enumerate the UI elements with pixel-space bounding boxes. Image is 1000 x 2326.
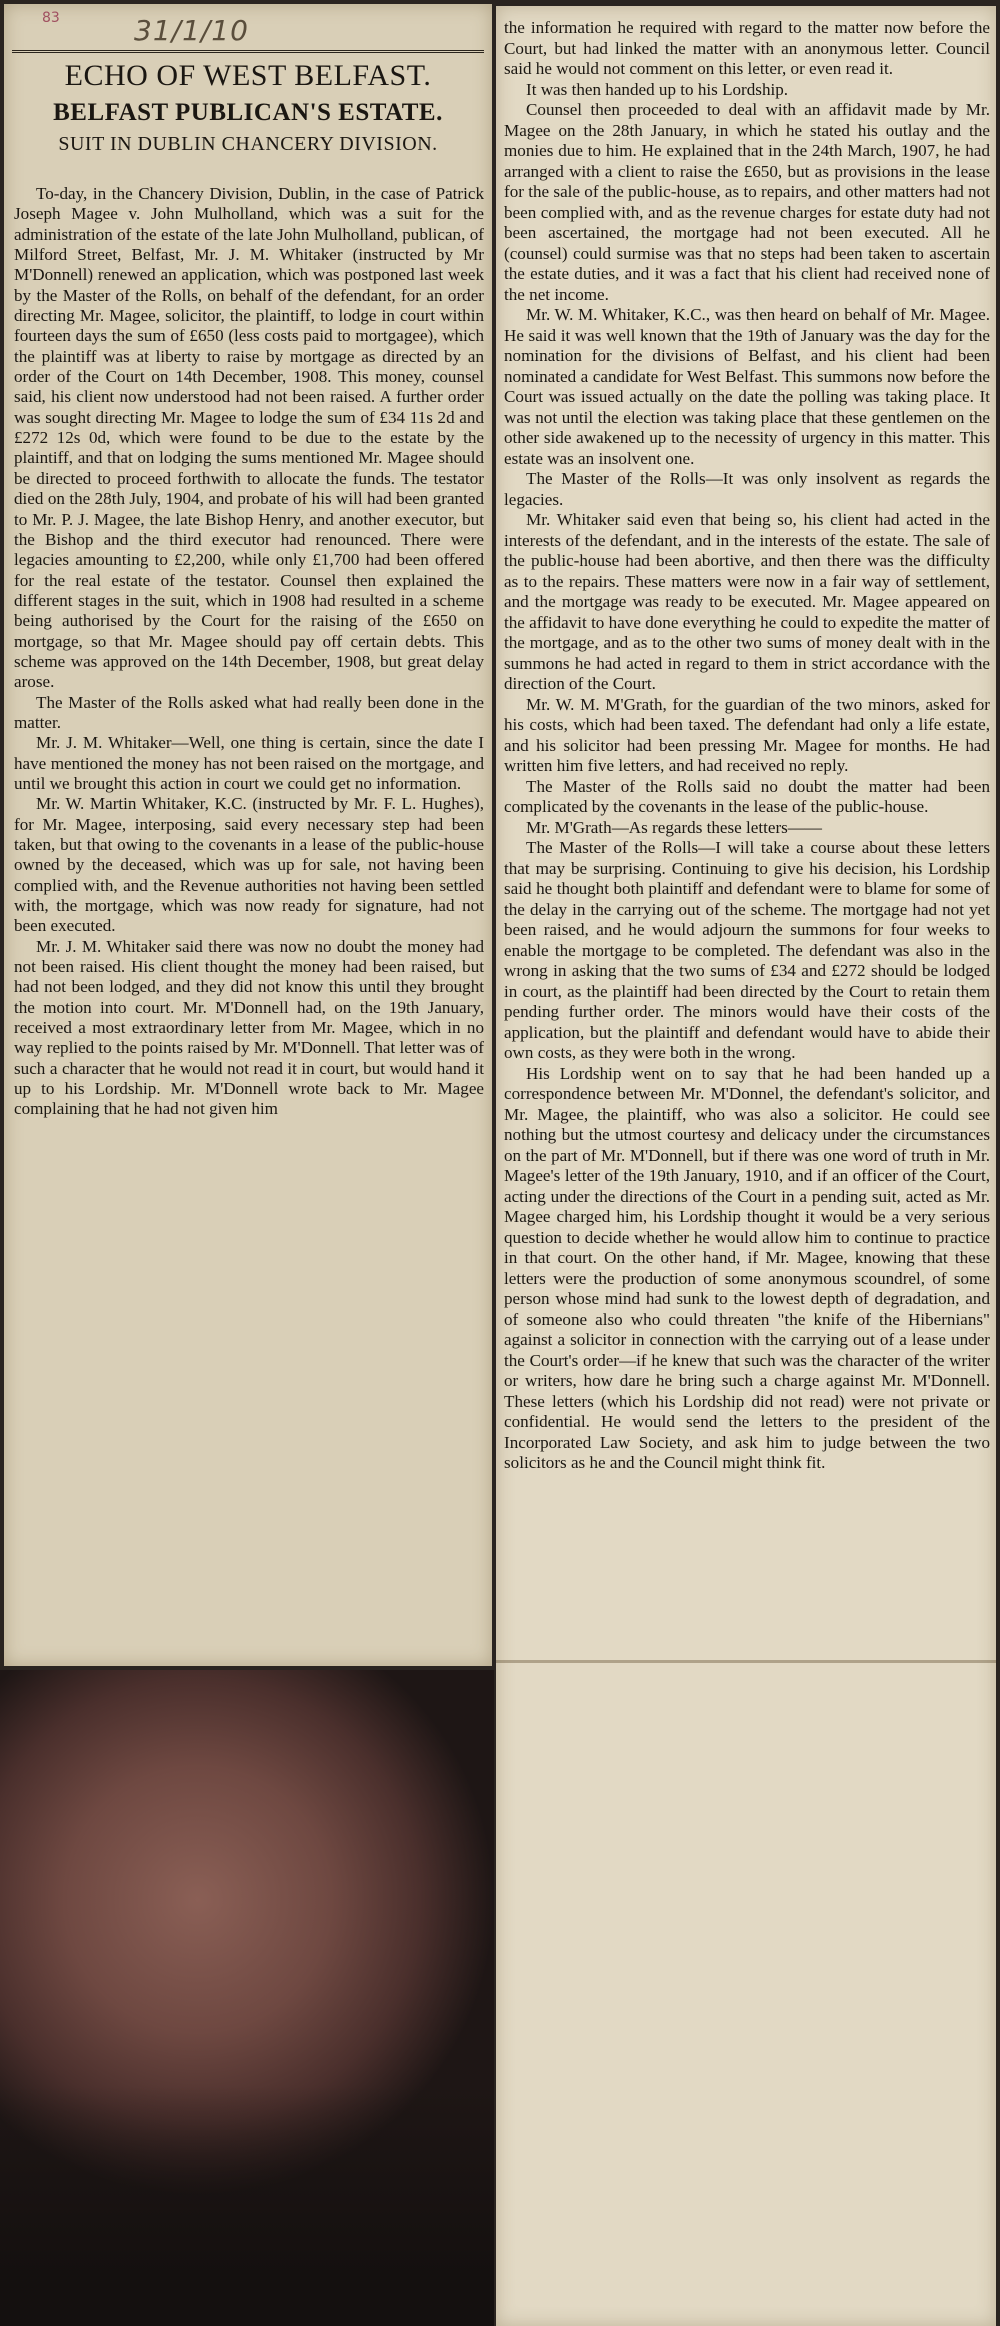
paragraph: Mr. M'Grath—As regards these letters—— bbox=[526, 817, 822, 837]
handwritten-date: 31/1/10 bbox=[134, 14, 249, 47]
hand-photo-background bbox=[0, 1670, 494, 2326]
clipping-right-column bbox=[496, 6, 996, 2326]
paragraph: Mr. J. M. Whitaker—Well, one thing is certain, since the date I have mentioned the money has not been raised on the mortgage, and until we brought this action in court we could get no information. bbox=[14, 733, 484, 793]
paragraph: Mr. Whitaker said even that being so, his client had acted in the interests of the defendant, and in the interests of the estate. The sale of the public-house had been abortive, and then there was the difficulty as to the repairs. These matters were now in a fair way of settlement, and the mortgage was ready to be executed. Mr. Magee appeared on the affidavit to have done everything he could to expedite the matter of the mortgage, and as to the other two sums of money dealt with in the summons he had acted in regard to them in strict accordance with the direction of the Court. bbox=[504, 510, 990, 693]
paragraph: To-day, in the Chancery Division, Dublin, in the case of Patrick Joseph Magee v. John Mulholland, which was a suit for the administration of the estate of the late John Mulholland, publican, of Milford Street, Belfast, Mr. J. M. Whitaker (instructed by Mr M'Donnell) renewed an application, which was postponed last week by the Master of the Rolls, on behalf of the defendant, for an order directing Mr. Magee, solicitor, the plaintiff, to lodge in court within fourteen days the sum of £650 (less costs paid to mortgagee), which the plaintiff was at liberty to raise by mortgage as directed by an order of the Court on 14th December, 1908. This money, counsel said, his client now understood had not been raised. A further order was sought directing Mr. Magee to lodge the sum of £34 11s 2d and £272 12s 0d, which were found to be due to the estate by the plaintiff, and that on lodging the sums mentioned Mr. Magee should be directed to proceed forthwith to allocate the funds. The testator died on the 28th July, 1904, and probate of his will had been granted to Mr. P. J. Magee, the late Bishop Henry, and another executor, but the Bishop and the third executor had renounced. There were legacies amounting to £2,200, while only £1,700 had been offered for the real estate of the testator. Counsel then explained the different stages in the suit, which in 1908 had resulted in a scheme being authorised by the Court for the raising of the £650 on mortgage, so that Mr. Magee should pay off certain debts. This scheme was approved on the 14th December, 1908, but great delay arose. bbox=[14, 184, 484, 692]
paragraph: The Master of the Rolls asked what had really been done in the matter. bbox=[14, 692, 484, 732]
paragraph: Mr. J. M. Whitaker said there was now no doubt the money had not been raised. His client thought the money had been raised, but had not been lodged, and they did not know this until they brought the motion into court. Mr. M'Donnell had, on the 19th January, received a most extraordinary letter from Mr. Magee, which in no way replied to the points raised by Mr. M'Donnell. That letter was of such a character that he would not read it in court, but would hand it up to his Lordship. Mr. M'Donnell wrote back to Mr. Magee complaining that he had not given him bbox=[14, 936, 484, 1119]
headline: BELFAST PUBLICAN'S ESTATE. bbox=[53, 99, 443, 126]
paragraph: The Master of the Rolls—It was only insolvent as regards the legacies. bbox=[504, 469, 990, 509]
subheadline: SUIT IN DUBLIN CHANCERY DIVISION. bbox=[58, 133, 438, 155]
paragraph: The Master of the Rolls said no doubt the matter had been complicated by the covenants in the lease of the public-house. bbox=[504, 776, 990, 816]
paragraph: His Lordship went on to say that he had been handed up a correspondence between Mr. M'Donnel, the defendant's solicitor, and Mr. Magee, the plaintiff, who was also a solicitor. He could see nothing but the utmost courtesy and delicacy under the circumstances on the part of Mr. M'Donnell, but if there was one word of truth in Mr. Magee's letter of the 19th January, 1910, and if an officer of the Court, acting under the directions of the Court in a pending suit, acted as Mr. Magee charged him, his Lordship thought it would be a very serious question to decide whether he would allow him to continue to practice in that court. On the other hand, if Mr. Magee, knowing that these letters were the production of some anonymous scoundrel, of some person whose mind had sunk to the lowest depth of degradation, and of someone also who could threaten "the knife of the Hibernians" against a solicitor in connection with the carrying out of a lease under the Court's order—if he knew that such was the character of the writer or writers, how dare he bring such a charge against Mr. M'Donnell. These letters (which his Lordship did not read) were not private or confidential. He would send the letters to the president of the Incorporated Law Society, and ask him to judge between the two solicitors as he and the Council might think fit. bbox=[504, 1063, 990, 1472]
paragraph: Counsel then proceeded to deal with an affidavit made by Mr. Magee on the 28th January, in which he stated his outlay and the monies due to him. He explained that in the 24th March, 1907, he had arranged with a client to raise the £650, but as provisions in the lease for the sale of the public-house, as to repairs, and other matters had not been complied with, and as the revenue charges for estate duty had not been ascertained, the mortgage had not been executed. All he (counsel) could surmise was that no steps had been taken to ascertain the estate duties, and it was a fact that his client had received none of the net income. bbox=[504, 100, 990, 304]
article-body-left bbox=[14, 184, 484, 1120]
masthead-title: ECHO OF WEST BELFAST. bbox=[64, 59, 432, 92]
paragraph: Mr. W. M. Whitaker, K.C., was then heard on behalf of Mr. Magee. He said it was well known that the 19th of January was the day for the nomination for the divisions of Belfast, and his client had been nominated a candidate for West Belfast. This summons now before the Court was issued actually on the date the polling was taking place. It was not until the election was taking place that these gentlemen on the other side awakened up to the necessity of urgency in this matter. This estate was an insolvent one. bbox=[504, 305, 990, 468]
article-header bbox=[12, 50, 484, 156]
paragraph: Mr. W. Martin Whitaker, K.C. (instructed by Mr. F. L. Hughes), for Mr. Magee, interposing, said every necessary step had been taken, but that owing to the covenants in a lease of the public-house owned by the deceased, which was up for sale, not having been complied with, and the Revenue authorities not having been settled with, the mortgage, which was now ready for signature, had not been executed. bbox=[14, 794, 484, 936]
clipping-left-column bbox=[4, 4, 492, 1666]
paragraph: Mr. W. M. M'Grath, for the guardian of the two minors, asked for his costs, which had been taxed. The defendant had only a life estate, and his solicitor had been pressing Mr. Magee for months. He had written him five letters, and had received no reply. bbox=[504, 694, 990, 775]
page-mark: 83 bbox=[42, 10, 60, 26]
clipping-join-line bbox=[496, 1660, 996, 1663]
article-body-right bbox=[504, 18, 990, 1474]
paragraph: The Master of the Rolls—I will take a course about these letters that may be surprising. Continuing to give his decision, his Lordship said he thought both plaintiff and defendant were to blame for some of the delay in the carrying out of the scheme. The mortgage had not yet been raised, and he would adjourn the summons for four weeks to enable the mortgage to be completed. The defendant was also in the wrong in asking that the two sums of £34 and £272 should be lodged in court, as the plaintiff had been directed by the Court to retain them pending further order. The minors would have their costs of the application, but the plaintiff and defendant would have to abide their own costs, as they were both in the wrong. bbox=[504, 838, 990, 1062]
paragraph: It was then handed up to his Lordship. bbox=[526, 79, 789, 99]
paragraph: the information he required with regard to the matter now before the Court, but had linked the matter with an anonymous letter. Council said he would not comment on this letter, or even read it. bbox=[504, 18, 990, 78]
